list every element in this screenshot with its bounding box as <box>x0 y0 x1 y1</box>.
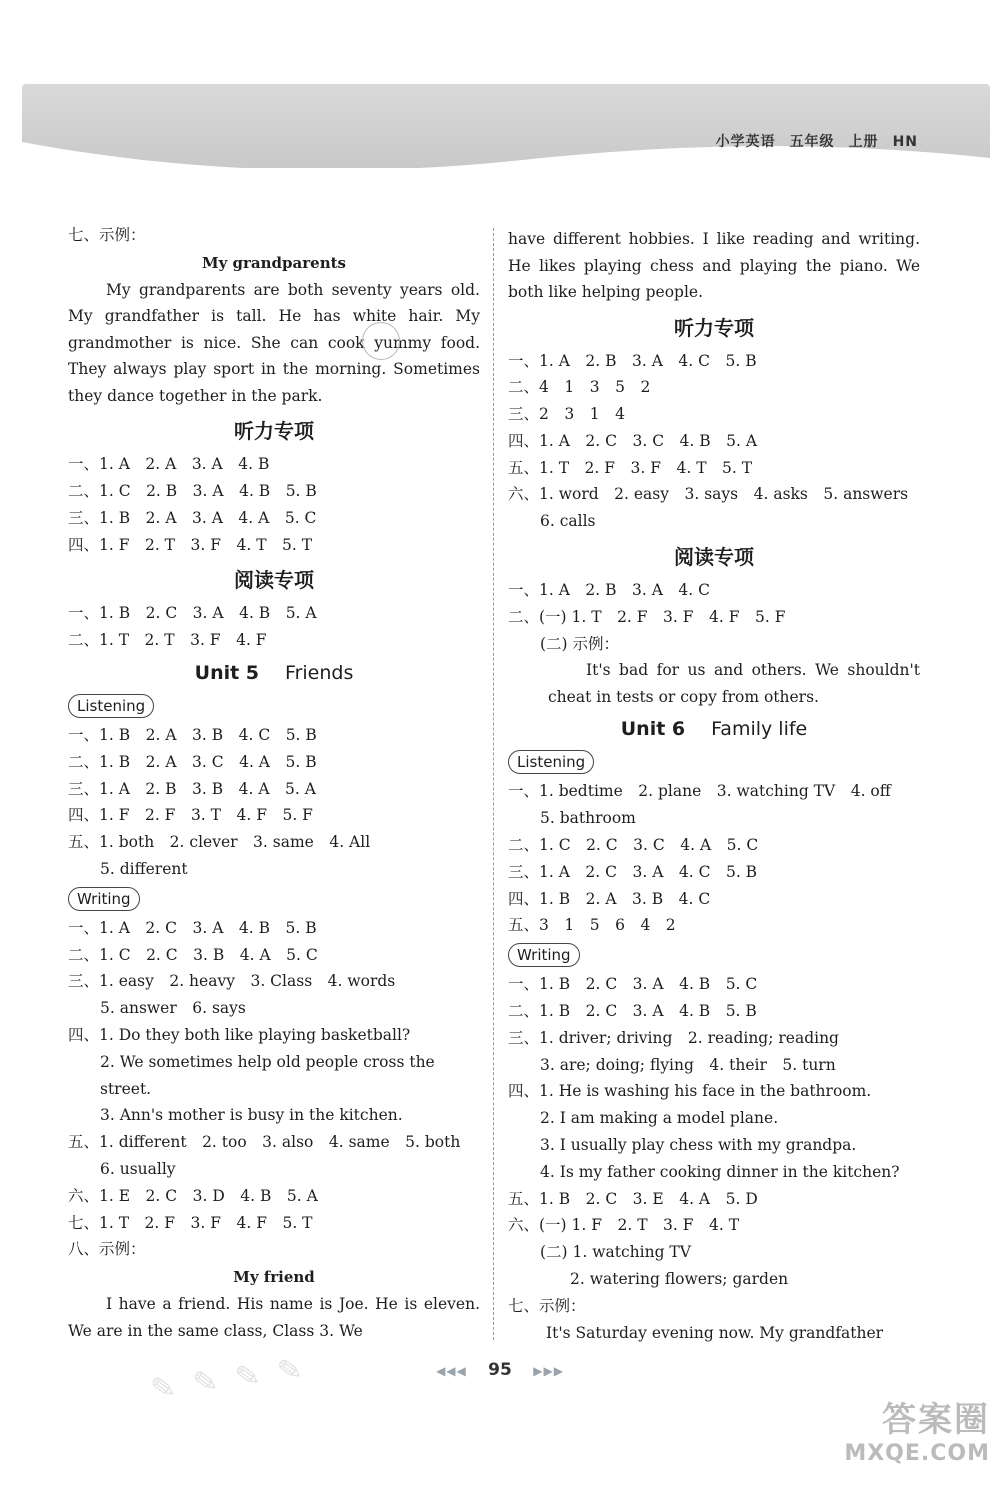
answer-line: 3. I usually play chess with my grandpa. <box>540 1136 857 1155</box>
example-sentence: It's bad for us and others. We shouldn't cheat in tests or copy from others. <box>548 661 920 706</box>
writing-label: Writing <box>68 887 140 911</box>
answer-line: 一、1. A 2. A 3. A 4. B <box>68 455 270 474</box>
answer-line: 2. I am making a model plane. <box>540 1109 779 1128</box>
answer-line: street. <box>100 1079 152 1098</box>
answer-line: 一、1. bedtime 2. plane 3. watching TV 4. off <box>508 782 891 801</box>
answer-line: 七、示例： <box>508 1296 586 1315</box>
answer-line: 二、1. T 2. T 3. F 4. F <box>68 631 267 650</box>
answer-line: 四、1. F 2. T 3. F 4. T 5. T <box>68 535 313 554</box>
essay-title: My friend <box>233 1268 315 1287</box>
section-title-listening: 听力专项 <box>234 419 314 444</box>
unit-number: Unit 6 <box>620 718 686 741</box>
unit-name: Friends <box>285 662 354 685</box>
right-column <box>508 226 920 1346</box>
answer-line: (二) 示例： <box>540 634 620 653</box>
header-volume: 上册 <box>848 134 879 150</box>
answer-line: 5. different <box>100 860 188 879</box>
answer-line: 二、1. C 2. B 3. A 4. B 5. B <box>68 482 317 501</box>
answer-line: 3. are; doing; flying 4. their 5. turn <box>540 1055 836 1074</box>
answer-line: 一、1. A 2. C 3. A 4. B 5. B <box>68 918 317 937</box>
listening-label: Listening <box>508 750 594 774</box>
unit-title <box>508 712 920 746</box>
page-number: 95 <box>488 1360 512 1380</box>
header-book-info <box>702 131 918 151</box>
next-arrows-icon: ▶▶▶ <box>533 1364 564 1378</box>
answer-line: 一、1. B 2. C 3. A 4. B 5. A <box>68 604 317 623</box>
answer-line: 二、(一) 1. T 2. F 3. F 4. F 5. F <box>508 607 786 626</box>
section-title-reading: 阅读专项 <box>234 568 314 593</box>
answer-line: 一、1. B 2. A 3. B 4. C 5. B <box>68 726 317 745</box>
answer-line: 2. watering flowers; garden <box>570 1270 789 1289</box>
unit-name: Family life <box>711 718 808 741</box>
answer-line: 4. Is my father cooking dinner in the kitchen? <box>540 1162 900 1181</box>
answer-line: 五、1. both 2. clever 3. same 4. All <box>68 833 371 852</box>
column-divider <box>493 228 494 1340</box>
section-title-reading: 阅读专项 <box>674 545 754 570</box>
page-footer <box>0 1360 1000 1380</box>
essay-paragraph-continued: have different hobbies. I like reading and writing. He likes playing chess and playing the piano. We both like helping people. <box>508 230 920 301</box>
answer-line: 四、1. He is washing his face in the bathroom. <box>508 1082 872 1101</box>
answer-line: 三、2 3 1 4 <box>508 405 625 424</box>
header-subject: 小学英语 <box>715 134 776 150</box>
answer-line: 3. Ann's mother is busy in the kitchen. <box>100 1106 403 1125</box>
answer-line: 五、1. T 2. F 3. F 4. T 5. T <box>508 458 753 477</box>
header-grade: 五年级 <box>789 134 835 150</box>
answer-line: 三、1. driver; driving 2. reading; reading <box>508 1028 839 1047</box>
answer-line: 二、1. B 2. C 3. A 4. B 5. B <box>508 1002 757 1021</box>
essay-paragraph: My grandparents are both seventy years old. My grandfather is tall. He has white hair. My grandmother is nice. She can cook yummy food. They always play sport in the morning. Sometimes they dance together in the park. <box>68 280 480 405</box>
listening-label: Listening <box>68 694 154 718</box>
watermark <box>820 1392 990 1482</box>
answer-line: 2. We sometimes help old people cross the <box>100 1052 435 1071</box>
answer-line: 六、1. E 2. C 3. D 4. B 5. A <box>68 1186 318 1205</box>
essay-title: My grandparents <box>202 253 346 272</box>
unit-number: Unit 5 <box>194 662 260 685</box>
header-edition: HN <box>892 134 918 150</box>
answer-line: 一、1. A 2. B 3. A 4. C 5. B <box>508 351 757 370</box>
answer-line: (二) 1. watching TV <box>540 1243 691 1262</box>
essay-paragraph: It's Saturday evening now. My grandfather <box>546 1323 884 1342</box>
answer-line: 四、1. B 2. A 3. B 4. C <box>508 889 711 908</box>
answer-line: 6. usually <box>100 1160 176 1179</box>
watermark-url: MXQE.COM <box>844 1441 990 1466</box>
answer-line: 一、1. A 2. B 3. A 4. C <box>508 581 710 600</box>
answer-line: 六、1. word 2. easy 3. says 4. asks 5. answers <box>508 485 909 504</box>
answer-line: 三、1. easy 2. heavy 3. Class 4. words <box>68 972 396 991</box>
unit-title <box>68 656 480 690</box>
answer-line: 二、4 1 3 5 2 <box>508 378 651 397</box>
answer-line: 六、(一) 1. F 2. T 3. F 4. T <box>508 1216 740 1235</box>
answer-line: 五、1. different 2. too 3. also 4. same 5. both <box>68 1133 461 1152</box>
answer-line: 四、1. Do they both like playing basketball? <box>68 1026 411 1045</box>
answer-line: 二、1. C 2. C 3. C 4. A 5. C <box>508 836 759 855</box>
watermark-brand: 答案圈 <box>882 1400 990 1440</box>
faint-stamp-mark <box>362 322 400 360</box>
faint-background-mark: ✎ ✎ ✎ ✎ <box>148 1351 309 1408</box>
answer-line: 三、1. B 2. A 3. A 4. A 5. C <box>68 508 317 527</box>
answer-line: 四、1. A 2. C 3. C 4. B 5. A <box>508 431 758 450</box>
answer-line: 二、1. C 2. C 3. B 4. A 5. C <box>68 945 318 964</box>
answer-line: 二、1. B 2. A 3. C 4. A 5. B <box>68 752 317 771</box>
essay-paragraph: I have a friend. His name is Joe. He is eleven. We are in the same class, Class 3. We <box>68 1295 480 1340</box>
answer-line: 五、1. B 2. C 3. E 4. A 5. D <box>508 1189 758 1208</box>
prev-arrows-icon: ◀◀◀ <box>436 1364 467 1378</box>
answer-line: 三、1. A 2. C 3. A 4. C 5. B <box>508 862 758 881</box>
answer-line: 6. calls <box>540 512 596 531</box>
writing-label: Writing <box>508 943 580 967</box>
answer-line: 四、1. F 2. F 3. T 4. F 5. F <box>68 806 313 825</box>
answer-line: 一、1. B 2. C 3. A 4. B 5. C <box>508 975 758 994</box>
answer-line: 七、1. T 2. F 3. F 4. F 5. T <box>68 1213 313 1232</box>
answer-line: 三、1. A 2. B 3. B 4. A 5. A <box>68 779 316 798</box>
answer-line: 5. bathroom <box>540 809 636 828</box>
left-column <box>68 222 480 1344</box>
answer-line: 五、3 1 5 6 4 2 <box>508 916 676 935</box>
answer-line: 七、示例： <box>68 226 146 244</box>
answer-line: 5. answer 6. says <box>100 999 246 1018</box>
answer-line: 八、示例： <box>68 1240 146 1259</box>
section-title-listening: 听力专项 <box>674 315 754 340</box>
